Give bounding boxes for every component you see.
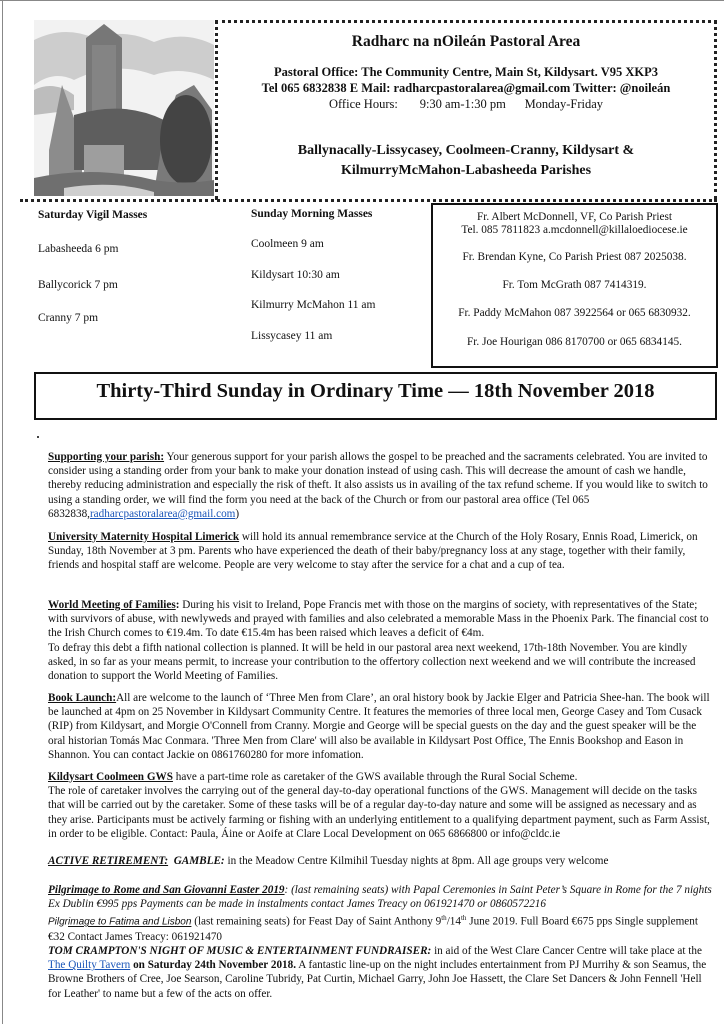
office-hours-days: Monday-Friday (524, 97, 604, 111)
parishes-line-2: KilmurryMcMahon-Labasheeda Parishes (340, 163, 592, 178)
notice-colon: : (175, 599, 180, 611)
church-ruin-illustration (34, 20, 214, 196)
notice-book-launch (48, 691, 712, 762)
notice-body: All are welcome to the launch of ‘Three Men from Clare’, an oral history book by Jackie Elger and Patricia Shee-han. The book will be launched at 4pm on 25 November in Kildysart Community Centre. It features the memories of three local men, George Casey and Tom Cusack (RIP) from Kildysart, and Morgie O'Connell from Cranny. Morgie and George will be special guests on the day and the guest speaker will be the oral historian Tomás Mac Conmara. 'Three Men from Clare' will also be available in Kildysart Post Office, The Ennis Bookshop and Eason in Shannon. You can contact Jackie on 0861760280 for more infomation. (48, 692, 710, 761)
notice-body: have a part-time role as caretaker of the GWS available through the Rural Social Scheme. (172, 771, 578, 783)
notice-heading: ACTIVE RETIREMENT: (48, 855, 169, 867)
notice-heading: Kildysart Coolmeen GWS (48, 771, 173, 783)
sunday-mass-item: Lissycasey 11 am (251, 330, 333, 342)
church-ruin-drawing (34, 20, 214, 196)
email-link[interactable]: radharcpastoralarea@gmail.com (89, 507, 236, 520)
notice-tail: ) (235, 507, 240, 520)
notice-gws (48, 770, 712, 841)
page-border-top (0, 0, 724, 1)
saturday-mass-item: Cranny 7 pm (38, 312, 99, 324)
notice-bold-date: on Saturday 24th November 2018. (130, 959, 297, 972)
notice-crampton-fundraiser (48, 944, 712, 1001)
notice-subheading: GAMBLE: (173, 855, 225, 867)
sunday-mass-item: Kilmurry McMahon 11 am (251, 299, 376, 311)
priest-line: Tel. 085 7811823 a.mcdonnell@killaloediocese.ie (461, 224, 688, 236)
office-hours-label: Office Hours: (328, 97, 398, 111)
pastoral-area-title: Radharc na nOileán Pastoral Area (351, 33, 581, 50)
fatima-prefix: Pilgr (48, 917, 69, 929)
notice-heading: Supporting your parish: (48, 451, 165, 463)
priests-contact-box (431, 203, 718, 368)
fatima-link: image to Fatima and Lisbon (68, 917, 192, 929)
notice-body: During his visit to Ireland, Pope Francis met with those on the margins of society, with representatives of the State; with survivors of abuse, with newlyweds and prayed with families and also celebrated a memorable Mass in the Phoenix Park. The financial cost to the Irish Church comes to €19.4m. To date €15.4m has been raised which leaves a deficit of €4m. (48, 599, 709, 640)
notice-body: Your generous support for your parish allows the gospel to be preached and the sacraments celebrated. You are invited to consider using a standing order from your bank to make your donation instead of using cash. This will decrease the amount of cash we handle, thereby reducing administration and especially the risk of theft. It also assists us in availing of the tax refund scheme. If you would like to switch to using a standing order, we will find the form you need at the back of the Church or from our pastoral area office (Tel 065 6832838, (48, 451, 708, 520)
fatima-body: /14 (446, 916, 461, 929)
sunday-masses-heading: Sunday Morning Masses (251, 208, 373, 220)
quilty-tavern-link[interactable]: The Quilty Tavern (48, 959, 131, 972)
notice-colon: : (284, 884, 289, 896)
notice-heading: Book Launch: (48, 692, 117, 704)
header-box (215, 20, 717, 200)
notice-body-2: To defray this debt a fifth national collection is planned. It will be held in our pastoral area next weekend, 17th-18th November. You are kindly asked, in so far as your means permit, to increase your contribution to the offertory collection next weekend and we will contribute the increased donation to support the World Meeting of Families. (48, 641, 696, 683)
saturday-masses-heading: Saturday Vigil Masses (38, 209, 148, 221)
saturday-mass-item: Labasheeda 6 pm (38, 243, 119, 255)
sunday-mass-item: Coolmeen 9 am (251, 238, 324, 250)
priest-line: Fr. Joe Hourigan 086 8170700 or 065 6834145. (467, 336, 682, 348)
notice-maternity-hospital (48, 530, 712, 573)
notice-body: will hold its annual remembrance service at the Church of the Holy Rosary, Ennis Road, Limerick, on Sunday, 18th November at 3 pm. Parents who have experienced the death of their baby/pregnancy loss at any stage, together with their family, friends and hospital staff are welcome. People are very welcome to stay after the service for a chat and a cup of tea. (48, 531, 698, 572)
pastoral-office-address: Pastoral Office: The Community Centre, Main St, Kildysart. V95 XKP3 (274, 65, 658, 79)
stray-dot (37, 436, 39, 438)
notice-body: (last remaining seats) with Papal Ceremonies in Saint Peter’s Square in Rome for the 7 nights Ex Dublin €995 pps Payments can be made in instalments contact James Treacy on 061921470 or 0860572216 (48, 884, 712, 911)
notice-supporting-parish (48, 450, 712, 521)
notice-body: A fantastic line-up on the night includes entertainment from PJ Murrihy & son Seamus, the Browne Brothers of Cree, Joe Searson, Caroline Tubridy, Pat Curtin, Michael Garry, John Joe Hassett, the Clare Set Dancers & John Fennell 'Hell for Leather' to name but a few of the acts on offer. (48, 959, 707, 1000)
sunday-mass-item: Kildysart 10:30 am (251, 269, 340, 281)
notice-body: in aid of the West Clare Cancer Centre will take place at the (431, 945, 702, 957)
notice-heading: TOM CRAMPTON'S NIGHT OF MUSIC & ENTERTAINMENT FUNDRAISER: (48, 945, 432, 957)
priest-line: Fr. Paddy McMahon 087 3922564 or 065 6830932. (458, 307, 691, 319)
sup-th: th (460, 914, 467, 923)
notice-world-meeting-families (48, 598, 712, 683)
fatima-body: (last remaining seats) for Feast Day of Saint Anthony 9 (191, 916, 442, 929)
office-hours-time: 9:30 am-1:30 pm (419, 97, 506, 111)
notice-body-2: The role of caretaker involves the carrying out of the general day-to-day operational functions of the GWS. Management will decide on the tasks that will be carried out by the caretaker. Some of these tasks will be of a regular day-to-day nature and some will be assigned as necessary and as they arise. Participants must be actively farming or fishing with an underlying entitlement to a qualifying department payment, such as Farm Assist, in order to be eligible. Contact: Paula, Áine or Aoife at Clare Local Development on 065 6866800 or info@cldc.ie (48, 785, 710, 840)
page-border-left (2, 0, 3, 1024)
sup-th: th (441, 914, 447, 923)
sunday-title-box (34, 372, 717, 420)
notice-heading: University Maternity Hospital Limerick (48, 531, 240, 543)
notice-active-retirement (48, 854, 712, 868)
notice-body: in the Meadow Centre Kilmihil Tuesday nights at 8pm. All age groups very welcome (224, 855, 609, 867)
contact-line: Tel 065 6832838 E Mail: radharcpastoralarea@gmail.com Twitter: @noileán (261, 81, 671, 95)
header-divider (20, 199, 717, 202)
priest-line: Fr. Brendan Kyne, Co Parish Priest 087 2025038. (462, 251, 687, 263)
sunday-title: Thirty-Third Sunday in Ordinary Time — 18th November 2018 (96, 380, 655, 402)
office-hours (218, 97, 714, 112)
parishes (218, 141, 714, 181)
fatima-body: June 2019. Full Board €675 pps Single supplement €32 Contact James Treacy: 061921470 (48, 916, 698, 944)
notice-heading: World Meeting of Families (48, 599, 176, 611)
parishes-line-1: Ballynacally-Lissycasey, Coolmeen-Cranny, Kildysart & (297, 143, 635, 158)
notice-heading: Pilgrimage to Rome and San Giovanni Easter 2019 (48, 884, 285, 896)
priest-line: Fr. Tom McGrath 087 7414319. (502, 279, 647, 291)
notice-pilgrimage (48, 883, 712, 945)
saturday-mass-item: Ballycorick 7 pm (38, 279, 118, 291)
priest-line: Fr. Albert McDonnell, VF, Co Parish Priest (476, 211, 673, 223)
